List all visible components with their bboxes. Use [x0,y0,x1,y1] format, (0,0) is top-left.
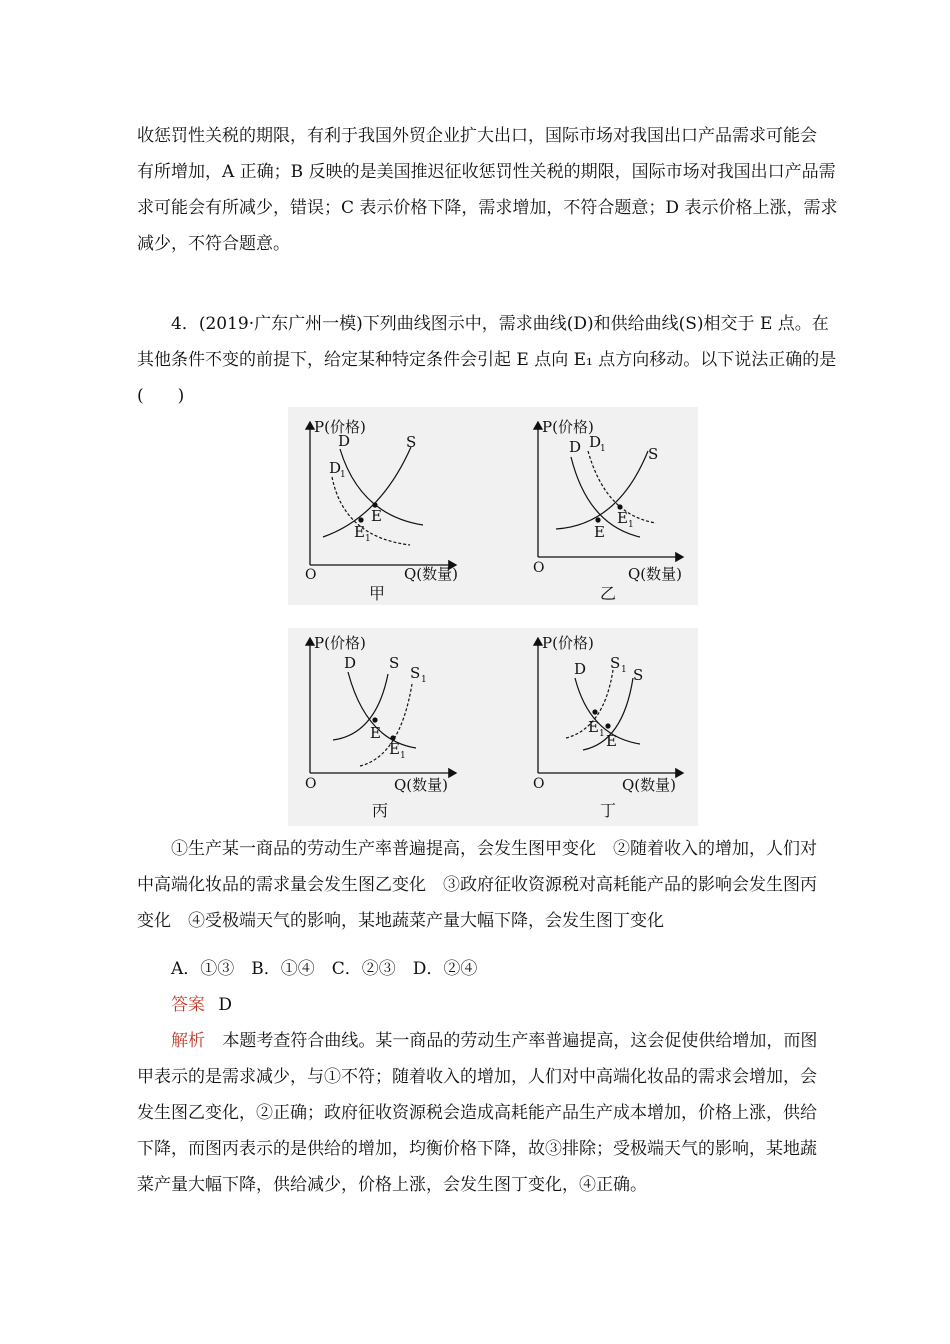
text-line: 减少，不符合题意。 [137,234,290,254]
y-axis-label: P(价格) [314,418,366,436]
analysis-label: 解析 [171,1031,205,1051]
graph-jia [305,418,458,603]
statement-line: 中高端化妆品的需求量会发生图乙变化 ③政府征收资源税对高耗能产品的影响会发生图丙 [137,875,817,895]
origin-label: O [305,776,317,792]
graph-jia-yi [288,407,698,605]
label-e1: E [389,740,400,758]
point-e1 [358,517,363,522]
caption-ding: 丁 [600,801,617,820]
graph-ding [533,634,683,820]
statement-line: 变化 ④受极端天气的影响，某地蔬菜产量大幅下降，会发生图丁变化 [137,911,664,931]
label-s1-sub: 1 [421,675,427,685]
label-d1: D [329,459,342,477]
text-line: 收惩罚性关税的期限，有利于我国外贸企业扩大出口，国际市场对我国出口产品需求可能会 [137,126,817,146]
y-axis-label: P(价格) [542,634,594,652]
question-4 [137,310,837,410]
origin-label: O [533,560,545,576]
label-d: D [338,432,351,450]
label-e1: E [354,523,365,541]
analysis-line: 下降，而图丙表示的是供给的增加，均衡价格下降，故③排除；受极端天气的影响，某地蔬 [137,1139,817,1159]
answer-value: D [218,995,233,1015]
label-e1: E [588,718,599,736]
label-e: E [370,724,381,742]
answer-line [137,991,817,1019]
figure-row-bottom [288,628,698,826]
options [137,955,817,983]
label-d: D [344,654,357,672]
point-e [372,717,377,722]
text-line: 有所增加，A 正确；B 反映的是美国推迟征收惩罚性关税的期限，国际市场对我国出口产品需 [137,162,836,182]
answer [137,991,817,1019]
options-line: A．①③ B．①④ C．②③ D．②④ [171,959,478,979]
figure-row-top [288,407,698,605]
label-e: E [594,523,605,541]
label-e: E [371,507,382,525]
label-e1: E [617,509,628,527]
label-e1-sub: 1 [599,729,605,739]
x-axis-label: Q(数量) [628,565,683,583]
label-d1-sub: 1 [340,470,346,480]
analysis-text: 本题考查符合曲线。某一商品的劳动生产率普遍提高，这会促使供给增加，而图 [222,1031,818,1051]
y-axis-label: P(价格) [542,418,594,436]
graph-bing [305,634,456,820]
point-e [605,723,610,728]
label-s: S [633,666,644,684]
label-d: D [574,660,587,678]
answer-label: 答案 [171,995,205,1015]
x-axis-label: Q(数量) [394,776,449,794]
x-axis-label: Q(数量) [622,776,677,794]
origin-label: O [305,567,317,583]
text-line: 求可能会有所减少，错误；C 表示价格下降，需求增加，不符合题意；D 表示价格上涨，需求 [137,198,838,218]
graph-bing-ding [288,628,698,826]
prev-analysis [137,122,838,258]
caption-jia: 甲 [369,584,386,603]
analysis [137,1027,817,1199]
y-axis-label: P(价格) [314,634,366,652]
point-e1 [592,709,597,714]
label-s1: S [610,654,621,672]
analysis-first-line [137,1027,817,1055]
analysis-line: 甲表示的是需求减少，与①不符；随着收入的增加，人们对中高端化妆品的需求会增加，会 [137,1067,817,1087]
question-stem: 其他条件不变的前提下，给定某种特定条件会引起 E 点向 E₁ 点方向移动。以下说法正确的是 [137,350,837,370]
label-s: S [389,654,400,672]
analysis-line: 发生图乙变化，②正确；政府征收资源税会造成高耗能产品生产成本增加，价格上涨，供给 [137,1103,817,1123]
label-d: D [569,438,582,456]
analysis-line: 菜产量大幅下降，供给减少，价格上涨，会发生图丁变化，④正确。 [137,1175,647,1195]
label-e: E [606,732,617,750]
label-s1-sub: 1 [621,665,627,675]
label-s: S [648,445,659,463]
graph-yi [533,418,683,603]
caption-bing: 丙 [372,801,389,820]
label-d1: D [589,433,602,451]
label-e1-sub: 1 [628,520,634,530]
label-e1-sub: 1 [365,534,371,544]
statements [137,835,817,935]
label-s: S [406,433,417,451]
point-e [595,517,600,522]
statement-line: ①生产某一商品的劳动生产率普遍提高，会发生图甲变化 ②随着收入的增加，人们对 [171,839,817,859]
caption-yi: 乙 [600,584,617,603]
label-e1-sub: 1 [400,751,406,761]
answer-blank: ( ) [137,386,185,406]
question-stem: 4．(2019·广东广州一模)下列曲线图示中，需求曲线(D)和供给曲线(S)相交于 E 点。在 [171,314,829,334]
x-axis-label: Q(数量) [404,565,459,583]
origin-label: O [533,776,545,792]
label-s1: S [410,664,421,682]
label-d1-sub: 1 [600,444,606,454]
